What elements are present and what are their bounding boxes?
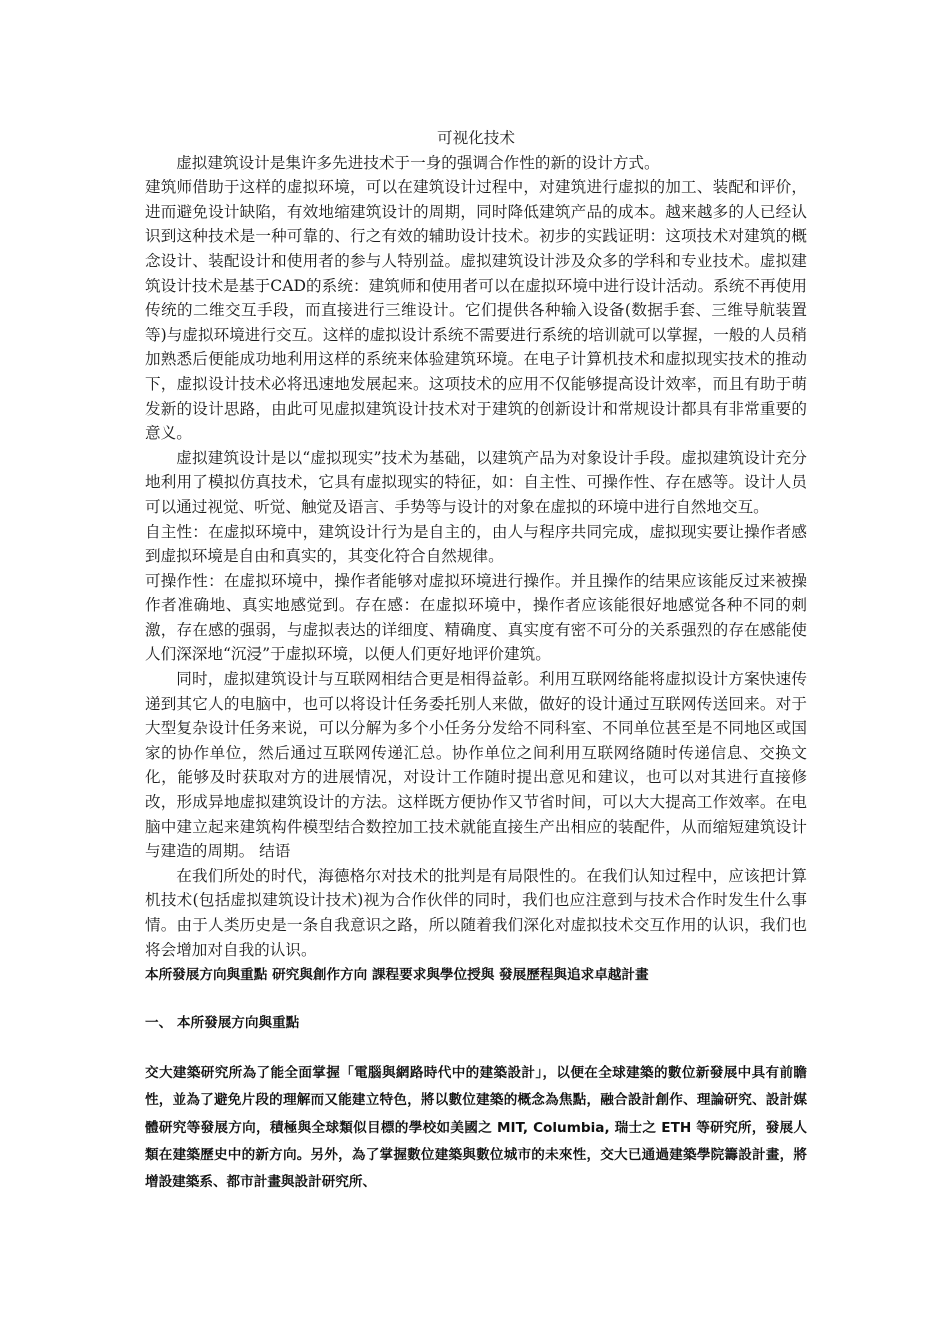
paragraph-virtual-environment: 建筑师借助于这样的虚拟环境，可以在建筑设计过程中，对建筑进行虚拟的加工、装配和评价，进而避免设计缺陷，有效地缩建筑设计的周期，同时降低建筑产品的成本。越来越多的人已经认识到这种技术是一种可靠的、行之有效的辅助设计技术。初步的实践证明：这项技术对建筑的概念设计、装配设计和使用者的参与人特别益。虚拟建筑设计涉及众多的学科和专业技术。虚拟建筑设计技术是基于CAD的系统：建筑师和使用者可以在虚拟环境中进行设计活动。系统不再使用传统的二维交互手段，而直接进行三维设计。它们提供各种输入设备(数据手套、三维导航装置等)与虚拟环境进行交互。这样的虚拟设计系统不需要进行系统的培训就可以掌握，一般的人员稍加熟悉后便能成功地利用这样的系统来体验建筑环境。在电子计算机技术和虚拟现实技术的推动下，虚拟设计技术必将迅速地发展起来。这项技术的应用不仅能够提高设计效率，而且有助于萌发新的设计思路，由此可见虚拟建筑设计技术对于建筑的创新设计和常规设计都具有非常重要的意义。 <box>145 178 807 443</box>
paragraph-conclusion: 在我们所处的时代，海德格尔对技术的批判是有局限性的。在我们认知过程中，应该把计算机技术(包括虚拟建筑设计技术)视为合作伙伴的同时，我们也应注意到与技术合作时发生什么事情。由于人类历史是一条自我意识之路，所以随着我们深化对虚拟技术交互作用的认识，我们也将会增加对自我的认识。 <box>145 866 807 959</box>
section-paragraph: 交大建築研究所為了能全面掌握「電腦與網路時代中的建築設計」，以便在全球建築的數位新發展中具有前瞻性，並為了避免片段的理解而又能建立特色，將以數位建築的概念為焦點，融合設計創作、理論研究、設計媒體研究等發展方向，積極與全球類似目標的學校如美國之 MIT, Columbia, 瑞士之 ETH 等研究所，發展人類在建築歷史中的新方向。另外，為了掌握數位建築與數位城市的未來性，交大已通過建築學院籌設計畫，將增設建築系、都市計畫與設計研究所、 <box>145 1065 807 1191</box>
paragraph-autonomy: 自主性：在虚拟环境中，建筑设计行为是自主的，由人与程序共同完成，虚拟现实要让操作者感到虚拟环境是自由和真实的，其变化符合自然规律。 <box>145 522 807 566</box>
chinese-article <box>145 126 807 962</box>
institute-section <box>145 962 807 1196</box>
section-heading: 一、 本所發展方向與重點 <box>145 1015 300 1032</box>
paragraph-intro: 虚拟建筑设计是集许多先进技术于一身的强调合作性的新的设计方式。 <box>176 153 660 172</box>
paragraph-virtual-reality-basis: 虚拟建筑设计是以“虚拟现实”技术为基础，以建筑产品为对象设计手段。虚拟建筑设计充分地利用了模拟仿真技术，它具有虚拟现实的特征，如：自主性、可操作性、存在感等。设计人员可以通过视觉、听觉、触觉及语言、手势等与设计的对象在虚拟的环境中进行自然地交互。 <box>145 448 807 516</box>
paragraph-internet: 同时，虚拟建筑设计与互联网相结合更是相得益彰。利用互联网络能将虚拟设计方案快速传递到其它人的电脑中，也可以将设计任务委托别人来做，做好的设计通过互联网传送回来。对于大型复杂设计任务来说，可以分解为多个小任务分发给不同科室、不同单位甚至是不同地区或国家的协作单位，然后通过互联网传递汇总。协作单位之间利用互联网络随时传递信息、交换文化，能够及时获取对方的进展情况，对设计工作随时提出意见和建议，也可以对其进行直接修改，形成异地虚拟建筑设计的方法。这样既方便协作又节省时间，可以大大提高工作效率。在电脑中建立起来建筑构件模型结合数控加工技术就能直接生产出相应的装配件，从而缩短建筑设计与建造的周期。 结语 <box>145 670 807 861</box>
article-title: 可视化技术 <box>437 129 515 147</box>
nav-heading: 本所發展方向與重點 研究與創作方向 課程要求與學位授與 發展歷程與追求卓越計畫 <box>145 967 649 984</box>
paragraph-operability: 可操作性：在虚拟环境中，操作者能够对虚拟环境进行操作。并且操作的结果应该能反过来被操作者准确地、真实地感觉到。存在感：在虚拟环境中，操作者应该能很好地感觉各种不同的刺激，存在感的强弱，与虚拟表达的详细度、精确度、真实度有密不可分的关系强烈的存在感能使人们深深地“沉浸”于虚拟环境，以便人们更好地评价建筑。 <box>145 571 807 664</box>
document-page <box>145 126 807 1197</box>
